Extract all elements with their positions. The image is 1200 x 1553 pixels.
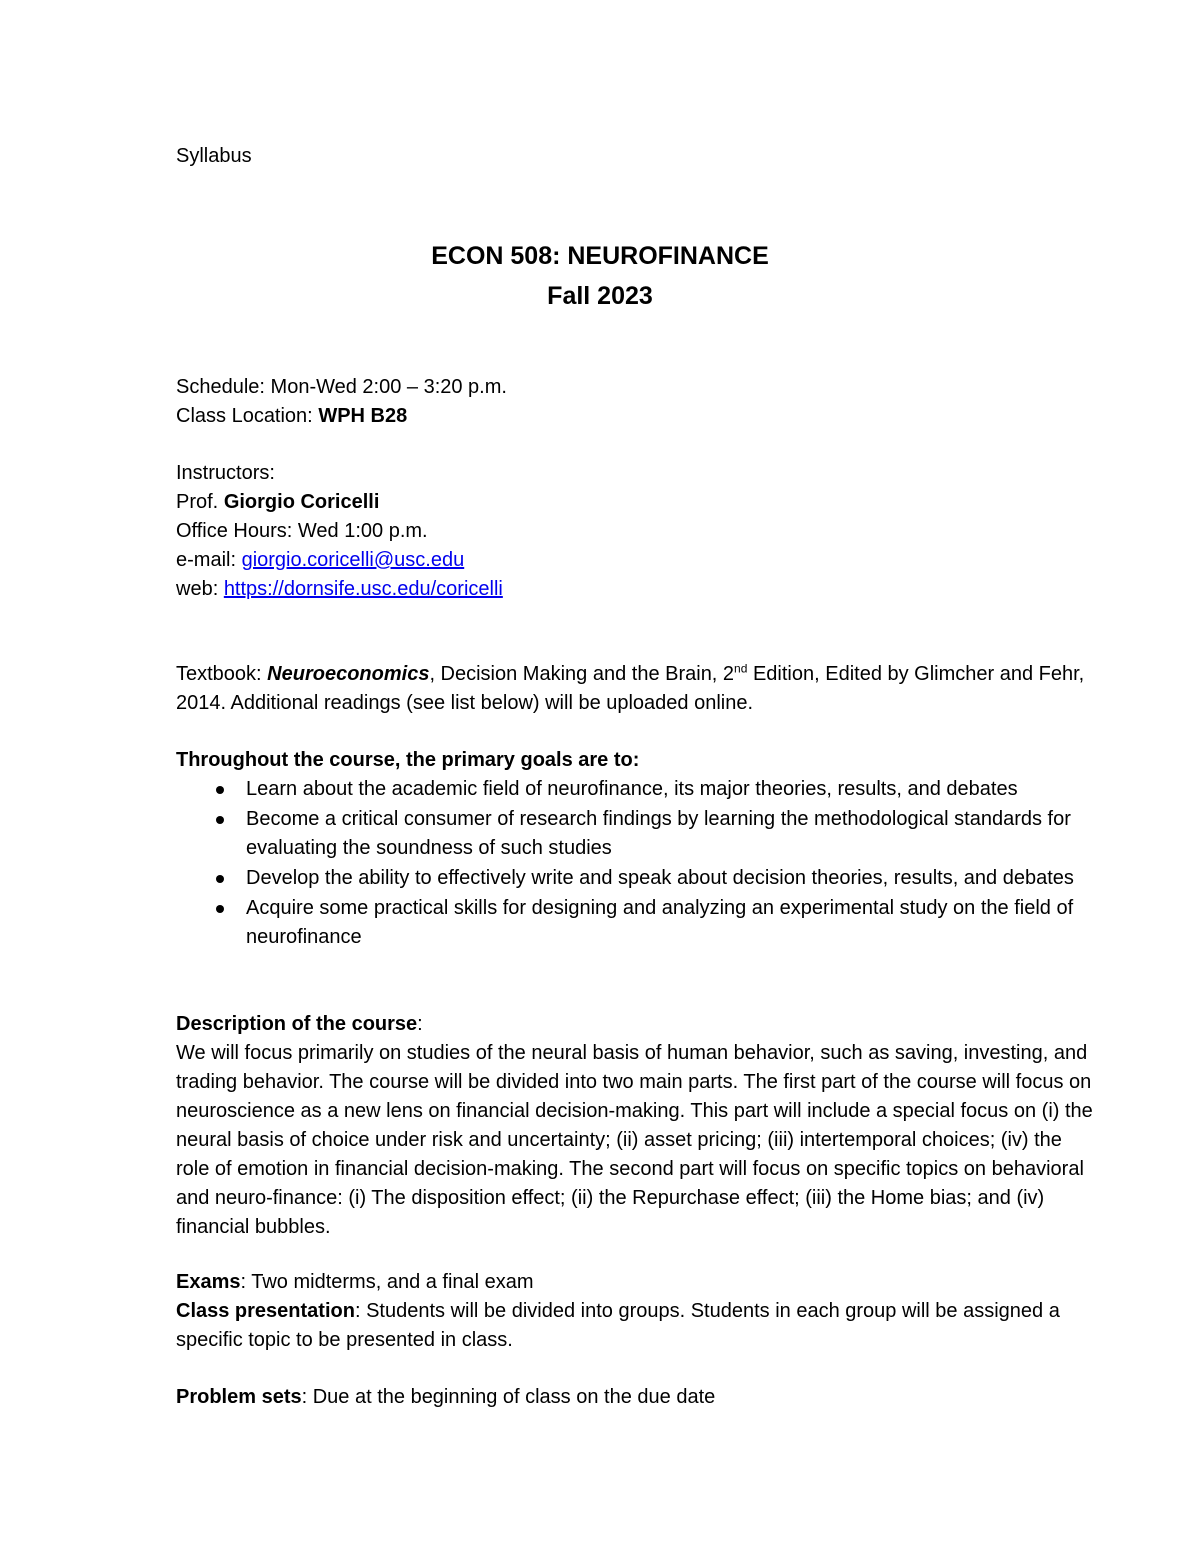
goal-text: Develop the ability to effectively write and speak about decision theories, results, and debates: [246, 867, 1074, 889]
prof-prefix: Prof.: [176, 491, 219, 513]
textbook-rest-1: , Decision Making and the Brain, 2: [429, 663, 735, 685]
list-item: [176, 805, 1096, 863]
exams-line: [176, 1268, 1096, 1297]
email-label: e-mail:: [176, 549, 237, 571]
doc-label: Syllabus: [176, 145, 252, 167]
email-link[interactable]: giorgio.coricelli@usc.edu: [241, 549, 465, 571]
textbook-edition-sup: nd: [734, 661, 748, 676]
presentation-label: Class presentation: [176, 1300, 355, 1322]
exams-text: : Two midterms, and a final exam: [240, 1271, 534, 1293]
goal-text: Become a critical consumer of research findings by learning the methodological standards for evaluating the soundness of such studies: [246, 808, 1071, 859]
list-item: [176, 894, 1096, 952]
goal-text: Acquire some practical skills for designing and analyzing an experimental study on the field of neurofinance: [246, 897, 1074, 948]
goals-heading: [176, 746, 1096, 775]
description-heading-text: Description of the course: [176, 1013, 418, 1035]
description-heading: [176, 1010, 1096, 1039]
goals-heading-text: Throughout the course, the primary goals are to:: [176, 749, 640, 771]
web-line: [176, 575, 1096, 604]
instructors-heading: Instructors:: [176, 462, 275, 484]
instructor-line: [176, 488, 1096, 517]
list-item: [176, 775, 1096, 804]
office-hours: Office Hours: Wed 1:00 p.m.: [176, 520, 428, 542]
problem-sets-text: : Due at the beginning of class on the due date: [301, 1386, 716, 1408]
course-term: Fall 2023: [547, 282, 653, 310]
description-heading-colon: :: [417, 1013, 423, 1035]
schedule-line: [176, 373, 1096, 402]
location-line: [176, 402, 1096, 431]
textbook-paragraph: [176, 660, 1096, 718]
bullet-icon: [216, 905, 224, 913]
exams-label: Exams: [176, 1271, 241, 1293]
problem-sets-label: Problem sets: [176, 1386, 302, 1408]
web-label: web:: [176, 578, 219, 600]
schedule-value: Mon-Wed 2:00 – 3:20 p.m.: [270, 376, 507, 398]
textbook-label: Textbook:: [176, 663, 262, 685]
goals-list: [176, 775, 1096, 953]
goal-text: Learn about the academic field of neurofinance, its major theories, results, and debates: [246, 778, 1018, 800]
course-title: ECON 508: NEUROFINANCE: [431, 242, 769, 270]
prof-name: Giorgio Coricelli: [223, 491, 380, 513]
location-label: Class Location:: [176, 405, 313, 427]
problem-sets-line: [176, 1383, 1096, 1412]
list-item: [176, 864, 1096, 893]
textbook-rest-2: Edition, Edited by Glimcher and Fehr, 2014. Additional readings (see list below) will be uploaded online.: [176, 663, 1085, 714]
bullet-icon: [216, 816, 224, 824]
textbook-title: Neuroeconomics: [267, 663, 430, 685]
description-text: We will focus primarily on studies of the neural basis of human behavior, such as saving, investing, and trading behavior. The course will be divided into two main parts. The first part of the course will focus on neuroscience as a new lens on financial decision-making. This part will include a special focus on (i) the neural basis of choice under risk and uncertainty; (ii) asset pricing; (iii) intertemporal choices; (iv) the role of emotion in financial decision-making. The second part will focus on specific topics on behavioral and neuro-finance: (i) The disposition effect; (ii) the Repurchase effect; (iii) the Home bias; and (iv) financial bubbles.: [176, 1042, 1093, 1238]
presentation-paragraph: [176, 1297, 1096, 1355]
email-line: [176, 546, 1096, 575]
web-link[interactable]: https://dornsife.usc.edu/coricelli: [223, 578, 503, 600]
schedule-label: Schedule:: [176, 376, 265, 398]
bullet-icon: [216, 786, 224, 794]
bullet-icon: [216, 875, 224, 883]
presentation-text: : Students will be divided into groups. Students in each group will be assigned a specific topic to be presented in class.: [176, 1300, 1060, 1351]
location-value: WPH B28: [318, 405, 408, 427]
